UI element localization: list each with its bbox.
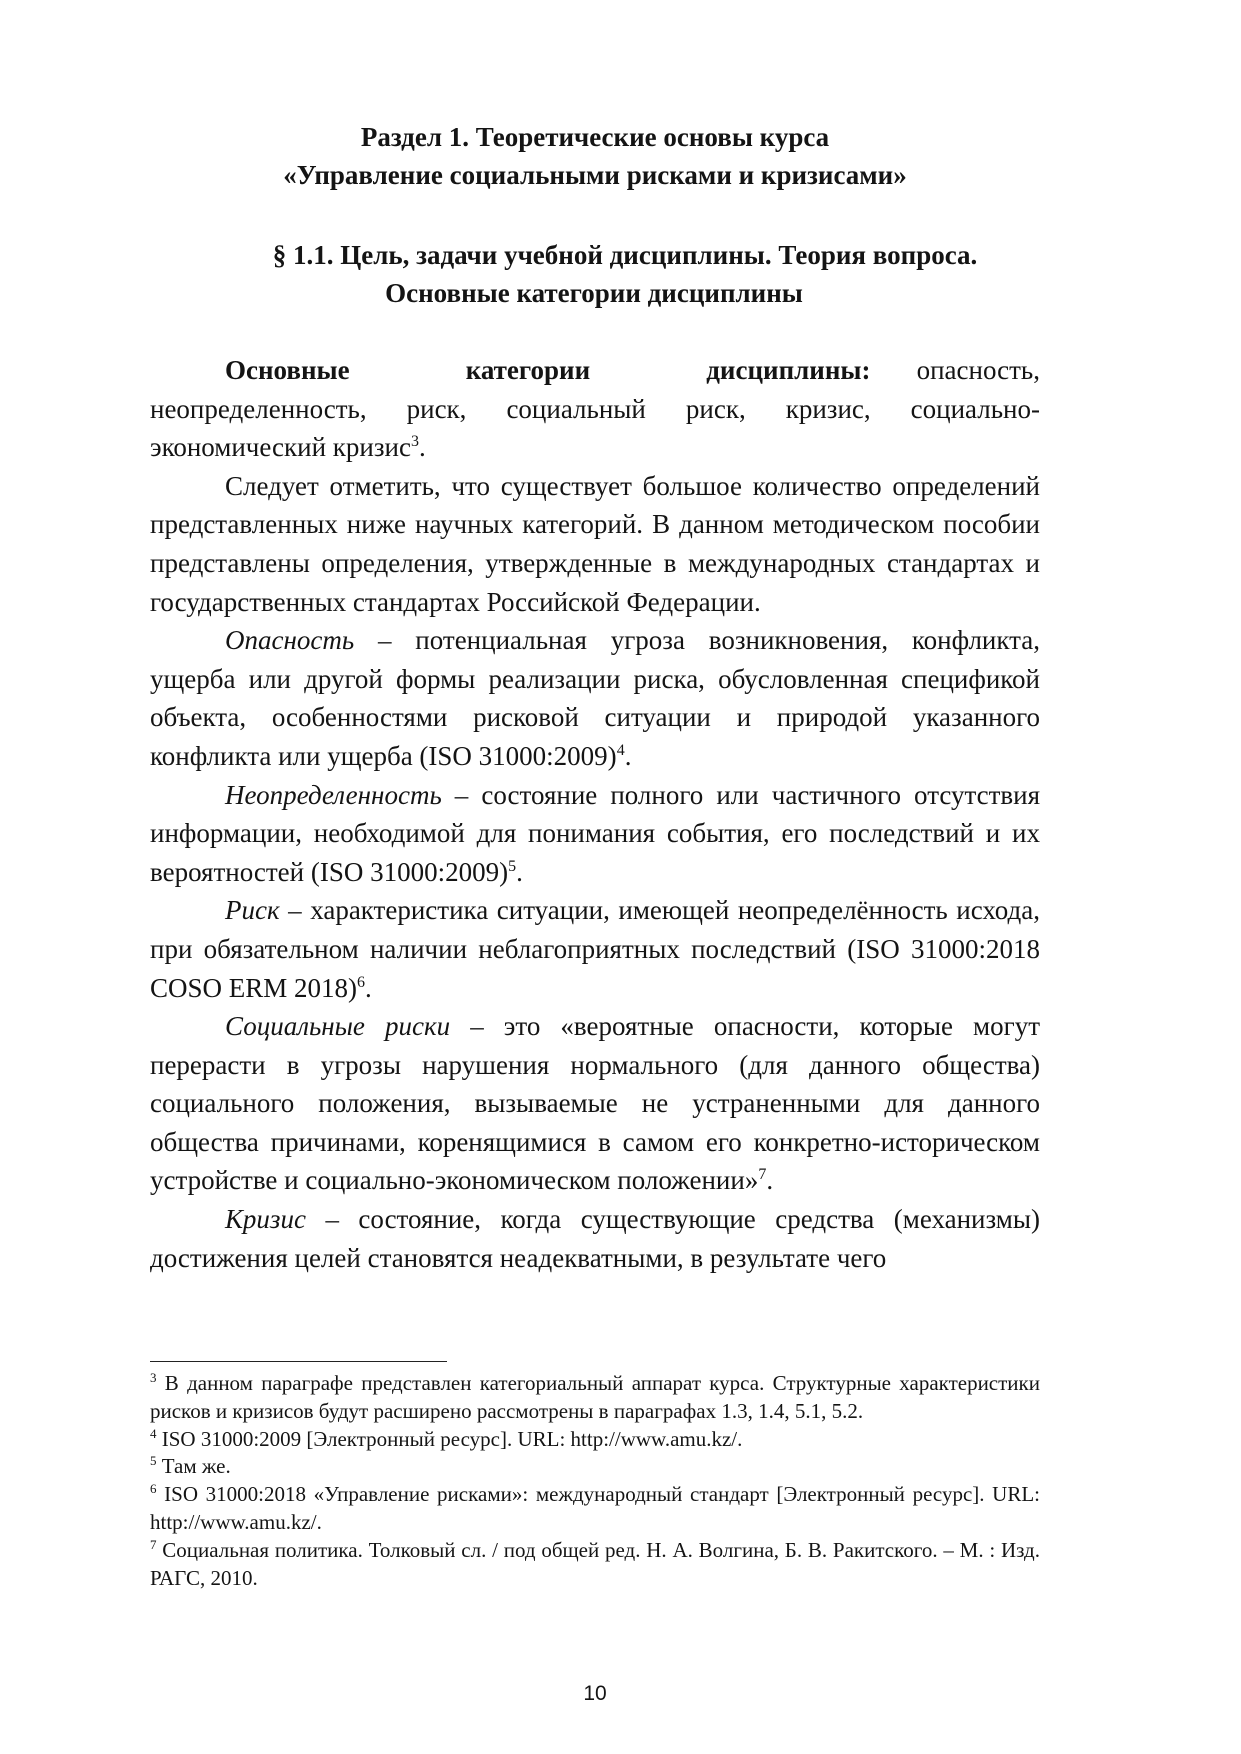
footnote — [150, 1481, 1040, 1537]
footnote-ref: 4 — [616, 741, 625, 759]
body-text — [150, 351, 1040, 1277]
punctuation: . — [624, 740, 632, 771]
definition-uncertainty — [150, 776, 1040, 892]
paragraph-title-line2: Основные категории дисциплины — [385, 278, 803, 308]
footnotes — [150, 1370, 1040, 1592]
footnote-ref: 6 — [357, 973, 366, 991]
punctuation: . — [516, 856, 523, 887]
section-title-line2: «Управление социальными рисками и кризисами» — [283, 160, 907, 190]
footnote-text: ISO 31000:2009 [Электронный ресурс]. URL: http://www.amu.kz/. — [156, 1426, 743, 1451]
term: Социальные риски — [225, 1011, 451, 1042]
term: Опасность — [225, 625, 355, 656]
punctuation: . — [418, 432, 426, 463]
footnote — [150, 1426, 1040, 1454]
section-title-line1: Раздел 1. Теоретические основы курса — [360, 122, 830, 152]
categories-heading: Основные категории дисциплины: — [225, 355, 871, 385]
section-title — [150, 118, 1040, 194]
paragraph-title — [150, 236, 1040, 312]
footnote-number: 5 — [150, 1453, 157, 1469]
definition-risk — [150, 891, 1040, 1007]
footnote-ref: 3 — [410, 433, 419, 451]
footnote-number: 7 — [150, 1536, 157, 1552]
definition-text: – состояние полного или частичного отсутствия информации, необходимой для понимания события, его последствий и их вероятностей (ISO 31000:2009) — [150, 779, 1040, 887]
definition-social-risks — [150, 1007, 1040, 1200]
term: Кризис — [225, 1204, 306, 1235]
term: Риск — [225, 895, 280, 926]
page-number: 10 — [583, 1682, 607, 1705]
footnote-text: Там же. — [156, 1454, 231, 1479]
footnote — [150, 1370, 1040, 1426]
definition-text: – потенциальная угроза возникновения, конфликта, ущерба или другой формы реализации риска, обусловленная спецификой объекта, особенностями рисковой ситуации и природой указанного конфликта или ущерба (ISO 31000:2009) — [150, 625, 1040, 771]
footnote-text: В данном параграфе представлен категориальный аппарат курса. Структурные характеристики рисков и кризисов будут расширено рассмотрены в параграфах 1.3, 1.4, 5.1, 5.2. — [150, 1371, 1040, 1423]
footnote-number: 3 — [150, 1370, 157, 1385]
punctuation: . — [365, 972, 372, 1003]
definition-crisis — [150, 1200, 1040, 1277]
footnote-text: ISO 31000:2018 «Управление рисками»: международный стандарт [Электронный ресурс]. URL: http://www.amu.kz/. — [150, 1482, 1040, 1534]
footnote-ref: 5 — [508, 857, 517, 875]
punctuation: . — [766, 1165, 774, 1196]
categories-list: опасность, неопределенность, риск, социальный риск, кризис, социально-экономический кризис — [150, 355, 1040, 463]
body-paragraph-intro: Следует отметить, что существует большое количество определений представленных ниже научных категорий. В данном методическом пособии представлены определения, утвержденные в международных стандартах и государственных стандартах Российской Федерации. — [150, 470, 1040, 617]
body-paragraph-categories — [150, 351, 1040, 467]
footnote-text: Социальная политика. Толковый сл. / под общей ред. Н. А. Волгина, Б. В. Ракитского. – М. : Изд. РАГС, 2010. — [150, 1537, 1040, 1590]
definition-danger — [150, 621, 1040, 775]
footnote — [150, 1537, 1040, 1593]
term: Неопределенность — [225, 779, 442, 810]
footnote — [150, 1453, 1040, 1481]
footnote-number: 4 — [150, 1425, 157, 1441]
paragraph-title-line1: § 1.1. Цель, задачи учебной дисциплины. Теория вопроса. — [272, 240, 978, 270]
footnote-number: 6 — [150, 1481, 157, 1497]
definition-text: – характеристика ситуации, имеющей неопределённость исхода, при обязательном наличии неблагоприятных последствий (ISO 31000:2018 COSO ERM 2018) — [150, 895, 1040, 1003]
definition-text: – это «вероятные опасности, которые могут перерасти в угрозы нарушения нормального (для данного общества) социального положения, вызываемые не устраненными для данного общества причинами, коренящимися в самом его конкретно-историческом устройстве и социально-экономическом положении» — [150, 1011, 1040, 1196]
footnote-ref: 7 — [758, 1166, 767, 1184]
footnote-separator — [150, 1361, 447, 1362]
definition-text: – состояние, когда существующие средства (механизмы) достижения целей становятся неадекватными, в результате чего — [150, 1204, 1040, 1273]
